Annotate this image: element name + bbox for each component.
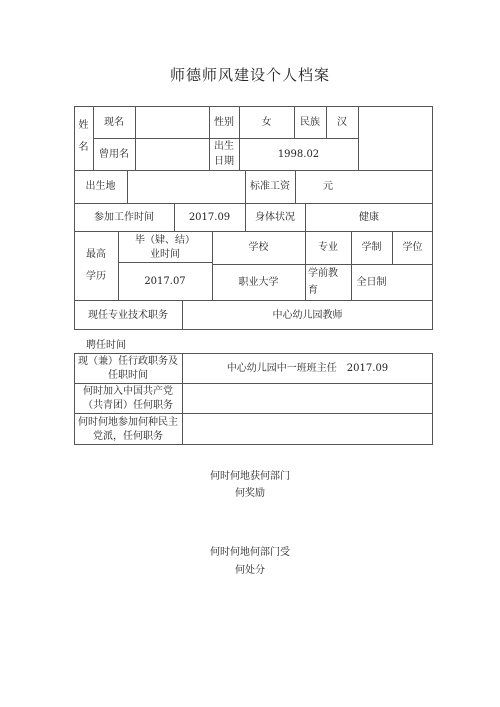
birthplace-label: 出生地 [85,181,116,192]
system-value: 全日制 [356,276,387,288]
former-name-label: 曾用名 [99,148,129,160]
work-start-label: 参加工作时间 [94,211,154,223]
party-label-1: 何时加入中国共产党 [83,385,173,397]
school-value: 职业大学 [238,276,279,288]
health-value: 健康 [359,211,379,223]
grad-time-label-2: 业时间 [150,248,180,260]
democratic-label-1: 何时何地参加何种民主 [78,416,178,428]
professional-title-label: 现任专业技术职务 [88,309,168,321]
major-value-1: 学前教 [308,268,338,279]
penalties-line-2: 何处分 [235,565,265,576]
gender-label: 性别 [214,116,234,128]
awards-line-2: 何奖励 [235,488,265,499]
party-label-2: （共青团）任何职务 [83,399,173,411]
name-label-1: 姓 [78,119,89,131]
degree-label: 学位 [402,242,423,253]
democratic-label-2: 党派，任何职务 [93,430,163,442]
admin-label-1: 现（兼）任行政职务及 [78,355,178,367]
education-label-2: 学历 [86,270,106,282]
salary-label: 标准工资 [250,181,290,192]
page-title: 师德师风建设个人档案 [169,66,330,84]
grad-time-value: 2017.07 [144,276,186,287]
education-label-1: 最高 [86,248,106,260]
appointment-label: 聘任时间 [86,340,126,351]
grad-time-label-1: 毕（肄、结） [135,234,195,246]
birth-date-label-1: 出生 [214,141,234,152]
birth-date-label-2: 日期 [214,156,234,167]
work-start-value: 2017.09 [188,211,231,223]
school-label: 学校 [248,242,269,253]
major-value-2: 育 [308,285,318,296]
current-name-label: 现名 [104,116,124,128]
admin-value: 中心幼儿园中一班班主任 2017.09 [226,362,389,374]
awards-line-1: 何时何地获何部门 [210,471,290,482]
health-label: 身体状况 [255,211,295,223]
ethnicity-value: 汉 [337,116,347,128]
birth-date-value: 1998.02 [277,148,320,160]
system-label: 学制 [361,242,382,253]
salary-unit: 元 [323,181,333,192]
gender-value: 女 [261,116,272,128]
penalties-line-1: 何时何地何部门受 [210,547,290,558]
name-label-2: 名 [78,141,89,153]
ethnicity-label: 民族 [300,116,320,128]
major-label: 专业 [318,242,338,253]
professional-title-value: 中心幼儿园教师 [272,309,343,321]
admin-label-2: 任职时间 [108,369,148,381]
